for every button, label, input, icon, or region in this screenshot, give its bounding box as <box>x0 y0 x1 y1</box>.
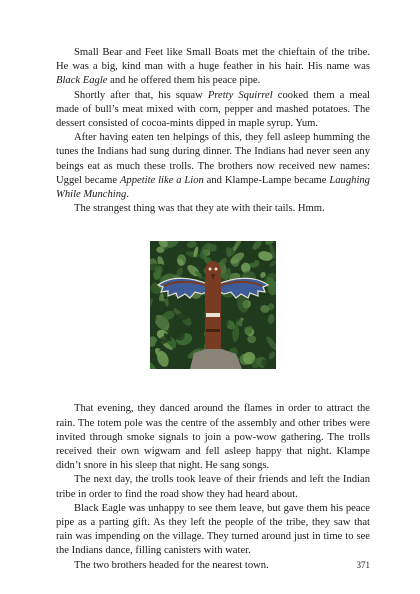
left-eye <box>209 268 212 271</box>
text-block-before-photo <box>56 46 370 216</box>
text-run: After having eaten ten helpings of this, they fell asleep humming the tunes the Indians had sung during dinner. The Indians had never seen any beings eat as much these trolls. The brothers now received new names: Uggel became <box>56 132 370 186</box>
carved-face-band <box>206 329 220 332</box>
text-run: The strangest thing was that they ate with their tails. Hmm. <box>74 203 325 215</box>
paragraph <box>56 502 370 559</box>
text-run: Shortly after that, his squaw <box>74 89 208 101</box>
paragraph <box>56 89 370 132</box>
paragraph <box>56 473 370 501</box>
italic-name: Black Eagle <box>56 75 108 87</box>
totem-pole-photo <box>150 241 276 369</box>
paragraph <box>56 559 370 573</box>
text-run: . <box>126 189 129 201</box>
page-content <box>56 46 370 573</box>
text-run: The next day, the trolls took leave of their friends and left the Indian tribe in order to find the road show they had heard about. <box>56 474 370 500</box>
page-number: 371 <box>356 560 370 570</box>
italic-name: Laughing While Munching <box>56 174 370 201</box>
paragraph <box>56 402 370 473</box>
carved-teeth-band <box>206 313 220 317</box>
text-run: The two brothers headed for the nearest town. <box>74 559 269 571</box>
text-run: and Klampe-Lampe became <box>203 174 330 186</box>
paragraph <box>56 202 370 216</box>
text-block-after-photo <box>56 402 370 572</box>
paragraph <box>56 131 370 202</box>
text-run: Black Eagle was unhappy to see them leave, but gave them his peace pipe as a parting gift. As they left the people of the tribe, they saw that rain was impending on the village. They turned around just in time to see the Indians dance, filling canisters with water. <box>56 502 370 557</box>
photo-container <box>56 241 370 369</box>
text-run: cooked them a meal made of bull’s meat mixed with corn, pepper and mashed potatoes. The dessert consisted of cocoa-mints dipped in maple syrup. Yum. <box>56 89 370 130</box>
right-eye <box>215 268 218 271</box>
italic-name: Appetite like a Lion <box>119 174 204 186</box>
totem-pole <box>205 261 221 355</box>
leaf <box>240 247 251 253</box>
text-run: and he offered them his peace pipe. <box>107 75 261 87</box>
paragraph <box>56 46 370 89</box>
text-run: That evening, they danced around the flames in order to attract the rain. The totem pole was the centre of the assembly and other tribes were invited through smoke signals to join a pow-wow gathering. The trolls received their own wigwam and fell asleep happy that night. Klampe didn’t snore in his sleep that night. He sang songs. <box>56 403 370 472</box>
text-run: Small Bear and Feet like Small Boats met the chieftain of the tribe. He was a big, kind man with a huge feather in his hair. His name was <box>56 47 370 73</box>
italic-name: Pretty Squirrel <box>207 89 273 101</box>
